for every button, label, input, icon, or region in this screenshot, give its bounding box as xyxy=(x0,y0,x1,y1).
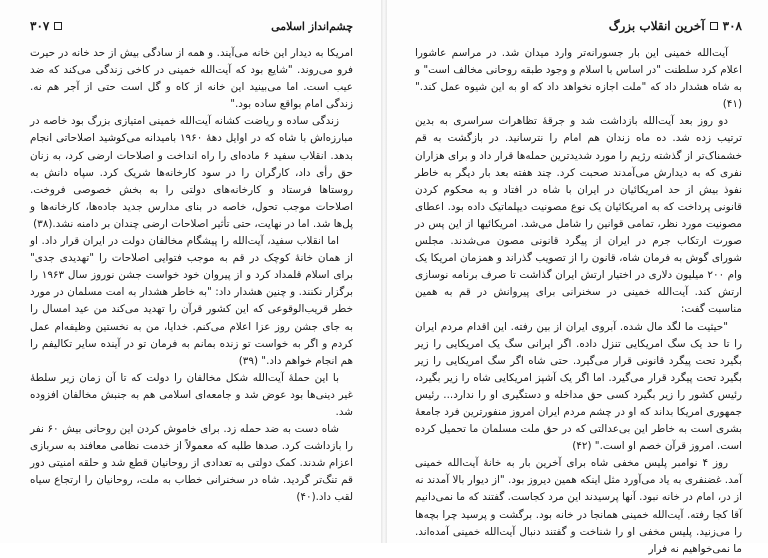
right-page xyxy=(387,0,768,555)
page-number: ۳۰۸ xyxy=(722,19,742,33)
page-number-group xyxy=(609,19,742,33)
square-ornament-icon xyxy=(710,22,718,30)
paragraph: زندگی ساده و ریاضت کشانه آیت‌الله خمینی امتیازی بزرگ بود خاصه در مبارزه‌اش با شاه که در اوایل دههٔ ۱۹۶۰ بامیدانه می‌کوشید اصلاحاتی انجام بدهد. انقلاب سفید ۶ ماده‌ای را راه انداخت و اصلاحات ارضی کرد، به زنان حق رأی داد، کارگران را در سود کارخانه‌ها شریک کرد. سپاه دانش به روستاها فرستاد و کارخانه‌های دولتی را به بخش خصوصی فروخت. اصلاحات موجب تحول، خاصه در بنای مدارس جدید جاده‌ها، کارخانه‌ها و پل‌ها شد. اما در نهایت، حتی تأثیر اصلاحات ارضی چندان بر دامنه نشد.(۳۸) xyxy=(30,115,353,230)
paragraph: شاه دست به ضد حمله زد. برای خاموش کردن این روحانی بیش ۶۰ نفر را بازداشت کرد. صدها طلبه که معمولاً از خدمت نظامی معافند به سربازی اعزام شدند. کمک دولتی به تعدادی از روحانیان قطع شد و حلقه امنیتی دور قم تنگ‌تر گردید. شاه در سخنرانی خطاب به ملت، روحانیان را ارتجاع سیاه لقب داد.(۴۰) xyxy=(30,423,353,504)
paragraph: دو روز بعد آیت‌الله بازداشت شد و جرقهٔ تظاهرات سراسری به بدین ترتیب زده شد. ده ماه زندان هم امام را نترسانید. در بازگشت به قم خشمناک‌تر از گذشته رژیم را مورد شدیدترین حمله‌ها قرار داد و برای هزاران نفری که به دیدارش می‌آمدند صحبت کرد. چند هفته بعد بار دیگر به خاطر نفوذ بیش از حد امریکائیان در ایران با شاه در افتاد و به محکوم کردن قانونی پرداخت که به امریکائیان یک نوع مصونیت دیپلماتیک داده بود. اعطای مصونیت مورد نظر، تمامی قوانین را شامل می‌شد. امریکائیها از این پس در صورت ارتکاب جرم در ایران از پیگرد قانونی مصون می‌شدند. مجلس شورای گوش به فرمان شاه، قانون را از تصویب گذراند و همزمان امریکا یک وام ۲۰۰ میلیون دلاری در اختیار ارتش ایران گذاشت تا صرف برنامه نوسازی ارتش کند. آیت‌الله خمینی در سخنرانی برای پیروانش در قم به همین مناسبت گفت: xyxy=(415,115,742,316)
page-number-group xyxy=(30,19,62,33)
left-page-body xyxy=(30,45,353,507)
paragraph: امریکا به دیدار این خانه می‌آیند. و همه از سادگی بیش از حد خانه در حیرت فرو می‌روند. "شایع بود که آیت‌الله خمینی در کاخی زندگی می‌کند که ضد عیب است. اما می‌بینید این خانه از کاه و گل است حتی از آجر هم نه. زندگی امام بواقع ساده بود." xyxy=(30,47,353,111)
paragraph: اما انقلاب سفید، آیت‌الله را پیشگام مخالفان دولت در ایران قرار داد. او از همان خانهٔ کوچک در قم به موجب فتوایی اصلاحات را "تهدیدی جدی" برای اسلام قلمداد کرد و از پیروان خود خواست جشن نوروز سال ۱۹۶۳ را برگزار نکنند. و چنین هشدار داد: "به خاطر هشدار به امت مسلمان در مورد خطر قریب‌الوقوعی که این کشور قرآن را تهدید می‌کند من عید امسال را به جای جشن روز عزا اعلام می‌کنم. خدایا، من به نخستین وظیفه‌ام عمل کردم و اگر به خواست تو زنده بمانم به فرمان تو در آینده سایر تکالیفم را هم انجام خواهم داد." (۳۹) xyxy=(30,235,353,367)
left-page-header xyxy=(30,18,353,35)
page-number: ۳۰۷ xyxy=(30,19,50,33)
paragraph: با این حملهٔ آیت‌الله شکل مخالفان را دولت که تا آن زمان زیر سلطهٔ غیر دینی‌ها بود عوض شد و جامعه‌ای اسلامی هم به جنبش مخالفان افزوده شد. xyxy=(30,371,353,418)
right-page-body xyxy=(415,45,742,558)
square-ornament-icon xyxy=(54,22,62,30)
paragraph: روز ۴ نوامبر پلیس مخفی شاه برای آخرین بار به خانهٔ آیت‌الله خمینی آمد. غضنفری به یاد می‌آورد مثل اینکه همین دیروز بود. "از دیوار بالا آمدند نه از در، امام در خانه نبود. آنها پرسیدند این مرد کجاست. گفتند که ما نمی‌دانیم آقا کجا رفته. آیت‌الله خمینی همانجا در خانه بود. برگشت و پرسید چرا بچه‌ها را می‌زنید. پلیس مخفی او را شناخت و گفتند دنبال آیت‌الله خمینی آمده‌اند. ما نمی‌خواهیم نه فرار xyxy=(415,457,742,555)
running-title: آخرین انقلاب بزرگ xyxy=(608,19,705,33)
running-title: چشم‌انداز اسلامی xyxy=(271,19,353,33)
right-page-header xyxy=(415,18,742,35)
paragraph: آیت‌الله خمینی این بار جسورانه‌تر وارد میدان شد. در مراسم عاشورا اعلام کرد سلطنت "در اساس با اسلام و وجود طبقه روحانی مخالف است" و به شاه هشدار داد که "ملت اجازه نخواهد داد که او به این شیوه عمل کند."(۴۱) xyxy=(415,47,742,111)
left-page xyxy=(0,0,381,543)
paragraph: "حیثیت ما لگد مال شده. آبروی ایران از بین رفته. این اقدام مردم ایران را تا حد یک سگ امریکایی تنزل داده. اگر ایرانی سگ یک امریکایی را زیر بگیرد تحت پیگرد قانونی قرار می‌گیرد. حتی شاه اگر سگ امریکایی را زیر بگیرد تحت پیگرد قرار می‌گیرد. اما اگر یک آشپز امریکایی شاه را زیر بگیرد، رئیس کشور را زیر بگیرد کسی حق مداخله و دستگیری او را ندارد... رئیس جمهوری امریکا بداند که او در چشم مردم ایران امروز منفورترین فرد جامعهٔ بشری است به خاطر این بی‌عدالتی که در حق ملت مسلمان ما تحمیل کرده است. امروز قرآن خصم او است." (۴۲) xyxy=(415,320,742,453)
